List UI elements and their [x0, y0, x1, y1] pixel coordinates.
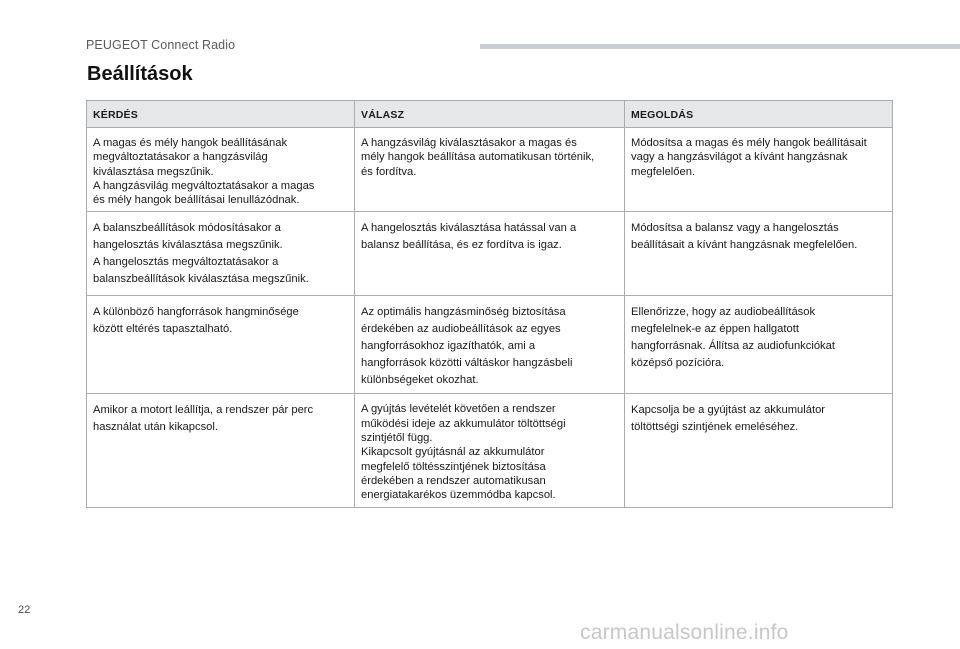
text-line: működési ideje az akkumulátor töltöttségi [361, 417, 566, 430]
text-line: használat után kikapcsol. [93, 421, 219, 434]
text-line: érdekében a rendszer automatikusan [361, 474, 546, 487]
question-cell [87, 296, 355, 394]
text-line: Módosítsa a balansz vagy a hangelosztás [631, 222, 839, 235]
faq-table [86, 100, 893, 508]
text-line: középső pozícióra. [631, 357, 725, 370]
solution-cell [625, 296, 893, 394]
text-line: megfelelő töltésszintjének biztosítása [361, 460, 546, 473]
page-title: Beállítások [87, 63, 193, 85]
text-line: A különböző hangforrások hangminősége [93, 306, 299, 319]
answer-cell [355, 296, 625, 394]
text-line: között eltérés tapasztalható. [93, 323, 233, 336]
page-number: 22 [18, 604, 31, 616]
text-line: energiatakarékos üzemmódba kapcsol. [361, 489, 556, 502]
question-cell [87, 394, 355, 507]
text-line: hangforrásnak. Állítsa az audiofunkciókat [631, 340, 835, 353]
text-line: balanszbeállítások kiválasztása megszűnik. [93, 273, 309, 286]
text-line: Az optimális hangzásminőség biztosítása [361, 306, 566, 319]
solution-cell [625, 394, 893, 507]
text-line: Kapcsolja be a gyújtást az akkumulátor [631, 404, 826, 417]
table-row [87, 212, 893, 296]
text-line: szintjétől függ. [361, 432, 433, 445]
text-line: hangforrásokhoz igazíthatók, ami a [361, 340, 536, 353]
text-line: A hangelosztás megváltoztatásakor a [93, 256, 279, 269]
text-line: érdekében az audiobeállítások az egyes [361, 323, 561, 336]
text-line: töltöttségi szintjének emeléséhez. [631, 421, 799, 434]
text-line: balansz beállítása, és ez fordítva is igaz. [361, 239, 562, 252]
question-cell [87, 128, 355, 212]
text-line: megváltoztatásakor a hangzásvilág [93, 151, 268, 164]
column-header-answer: VÁLASZ [355, 101, 625, 128]
header-rule [480, 44, 960, 49]
text-line: Amikor a motort leállítja, a rendszer pár perc [93, 404, 314, 417]
text-line: megfelelnek-e az éppen hallgatott [631, 323, 799, 336]
text-line: megfelelően. [631, 165, 696, 178]
text-line: A hangzásvilág kiválasztásakor a magas és [361, 137, 577, 149]
text-line: és fordítva. [361, 165, 417, 178]
text-line: Kikapcsolt gyújtásnál az akkumulátor [361, 446, 545, 459]
table-header-row [87, 101, 893, 128]
text-line: A gyújtás levételét követően a rendszer [361, 403, 556, 416]
text-line: A hangzásvilág megváltoztatásakor a magas [93, 179, 315, 192]
text-line: mély hangok beállítása automatikusan történik, [361, 151, 595, 164]
text-line: beállításait a kívánt hangzásnak megfelelően. [631, 239, 858, 252]
text-line: A balanszbeállítások módosításakor a [93, 222, 281, 235]
solution-cell [625, 128, 893, 212]
running-head: PEUGEOT Connect Radio [86, 38, 236, 52]
column-header-question: KÉRDÉS [87, 101, 355, 128]
text-line: különbségeket okozhat. [361, 374, 479, 387]
table-row [87, 296, 893, 394]
answer-cell [355, 394, 625, 507]
text-line: kiválasztása megszűnik. [93, 165, 214, 178]
text-line: és mély hangok beállításai lenullázódnak. [93, 194, 300, 207]
text-line: hangelosztás kiválasztása megszűnik. [93, 239, 283, 252]
answer-cell [355, 212, 625, 296]
text-line: A magas és mély hangok beállításának [93, 137, 288, 149]
table-row [87, 128, 893, 212]
answer-cell [355, 128, 625, 212]
text-line: Módosítsa a magas és mély hangok beállításait [631, 137, 867, 149]
table-row [87, 394, 893, 507]
text-line: vagy a hangzásvilágot a kívánt hangzásnak [631, 151, 848, 164]
text-line: Ellenőrizze, hogy az audiobeállítások [631, 306, 816, 319]
text-line: hangforrások közötti váltáskor hangzásbeli [361, 357, 573, 370]
solution-cell [625, 212, 893, 296]
text-line: A hangelosztás kiválasztása hatással van a [361, 222, 577, 235]
column-header-solution: MEGOLDÁS [625, 101, 893, 128]
question-cell [87, 212, 355, 296]
watermark-text: carmanualsonline.info [580, 621, 789, 644]
